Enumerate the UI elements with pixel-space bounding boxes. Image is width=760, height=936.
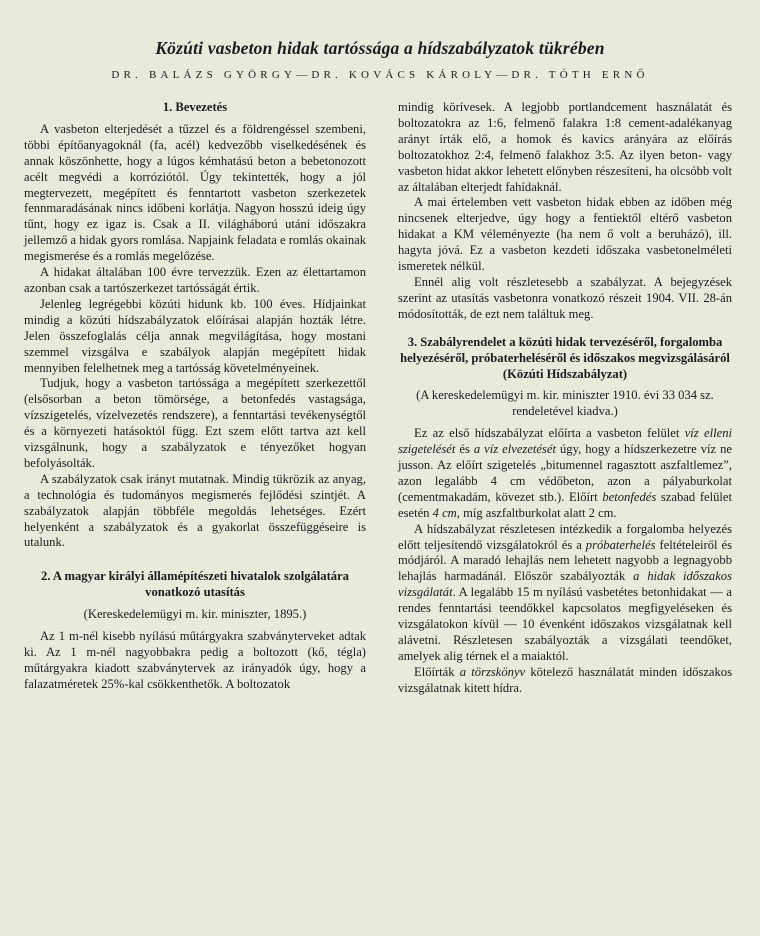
article-title: Közúti vasbeton hidak tartóssága a hídszabályzatok tükrében bbox=[155, 38, 605, 58]
section-2-source: (Kereskedelemügyi m. kir. miniszter, 1895.) bbox=[83, 607, 307, 622]
article-authors: DR. BALÁZS GYÖRGY—DR. KOVÁCS KÁROLY—DR. TÓTH ERNŐ bbox=[111, 69, 649, 81]
section-3-paragraph-2: A hídszabályzat részletesen intézkedik a forgalomba helyezés előtt teljesítendő vizsgálatokról és a próbaterhelés feltételeiről és módjáról. A maradó lehajlás nem lehetett nagyobb a legnagyobb lehajlás harmadánál. Először szabályozták a hidak időszakos vizsgálatát. A legalább 15 m nyílású vasbetétes betonhidakat — a rendes fenntartási teendőkkel kapcsolatos megfigyeléseken és vizsgálatokon kívül — 10 évenként időszakos vizsgálatnak kell alávetni. Részletesen szabályozták a vizsgálati teendőket, amelyek alig térnek el a maiaktól. bbox=[398, 521, 733, 663]
right-column bbox=[398, 100, 732, 697]
section-2-paragraph-2: A mai értelemben vett vasbeton hidak ebben az időben még nincsenek elterjedve, úgy hogy a fentiektől eltérő vasbeton hidakat a KM véleményezte (ha nem ő volt a beruházó), ill. hagyta jóvá. Ez a vasbeton kezdeti időszaka vasbetonelméleti ismeretek nélkül. bbox=[398, 195, 732, 274]
section-2-heading: 2. A magyar királyi államépítészeti hivatalok szolgálatára vonatkozó utasítás bbox=[41, 569, 349, 600]
left-column bbox=[24, 100, 366, 693]
section-1-paragraph-5: A szabályzatok csak irányt mutatnak. Mindig tükrözik az anyag, a technológia és tudományos megismerés fejlődési szintjét. A szabályzatok alapján többféle megoldás lehetséges. Ezért helyenként a szabályzatok és a gyakorlat összefüggéseire is utalunk. bbox=[24, 471, 366, 550]
section-1-paragraph-3: Jelenleg legrégebbi közúti hidunk kb. 100 éves. Hídjainkat mindig a közúti hídszabályzatok előírásai alapján hozták létre. Jelen összefoglalás célja annak megvilágítása, hogy mostani szemmel vizsgálva e szabályok alapján megépített hidak mennyiben felelhetnek meg a tartósság követelményeinek. bbox=[24, 296, 366, 375]
section-1-paragraph-4: Tudjuk, hogy a vasbeton tartóssága a megépített szerkezettől (elsősorban a beton tömörsége, a betonfedés vastagsága, vízszigetelés, vízelvezetés rendszere), a fenntartási tevékenységtől és a környezeti hatásoktól függ. Ezt szem előtt tartva azt kell vizsgálnunk, hogy a szabályzatok e tényezőket hogyan befolyásolták. bbox=[24, 376, 366, 470]
section-3-paragraph-3: Előírták a törzskönyv kötelező használatát minden időszakos vizsgálatnak kitett hídra. bbox=[398, 664, 733, 695]
section-1-heading: 1. Bevezetés bbox=[162, 100, 228, 114]
section-2-paragraph-1: Az 1 m-nél kisebb nyílású műtárgyakra szabványterveket adtak ki. Az 1 m-nél nagyobbakra pedig a boltozott (kő, tégla) műtárgyakra kiadott szabványtervek az irányadók úgy, hogy a falazatméretek 25%-kal csökkenthetők. A boltozatok bbox=[24, 629, 366, 691]
section-1-paragraph-1: A vasbeton elterjedését a tűzzel és a földrengéssel szembeni, többi építőanyagoknál (fa, acél) kedvezőbb viselkedésének és annak köszönhette, hogy a lúgos kémhatású beton a bebetonozott acélt megvédi a korróziótól. Úgy tekintették, hogy a jól megtervezett, megépített és fenntartott vasbeton szerkezetek fennmaradásának nincs időbeni korlátja. Nagyon hosszú ideig úgy tűnt, hogy ez igaz is. Csak a II. világháború utáni időszakra jellemző a hidak gyors romlása. Napjaink feladata e romlás okainak megismerése és a romlás megelőzése. bbox=[24, 121, 367, 264]
section-3-paragraph-1: Ez az első hídszabályzat előírta a vasbeton felület víz elleni szigetelését és a víz elvezetését úgy, hogy a hídszerkezetre víz ne jusson. Az előírt szigetelés „bitumennel ragasztott aszfaltlemez”, azon legalább 4 cm védőbeton, azon a pályaburkolat (cementmakadám, kövezet stb.). Előírt betonfedés szabad felület esetén 4 cm, míg aszfaltburkolat alatt 2 cm. bbox=[398, 426, 733, 520]
section-1-paragraph-2: A hidakat általában 100 évre tervezzük. Ezen az élettartamon azonban csak a tartószerkezet tartósságát értik. bbox=[24, 265, 366, 295]
section-2-paragraph-3: Ennél alig volt részletesebb a szabályzat. A bejegyzések szerint az utasítás vasbetonra vonatkozó részeit 1904. VII. 28-án módosították, de ezt nem találtuk meg. bbox=[398, 274, 732, 321]
section-3-heading: 3. Szabályrendelet a közúti hidak tervezéséről, forgalomba helyezéséről, próbaterheléséről és időszakos megvizsgálásáról (Közúti Hídszabályzat) bbox=[400, 334, 730, 381]
section-3-source: (A kereskedelemügyi m. kir. miniszter 1910. évi 33 034 sz. rendeletével kiadva.) bbox=[416, 388, 714, 419]
section-2-paragraph-1-continued: mindig körívesek. A legjobb portlandcement használatát és boltozatokra az 1:6, felmenő falakra 1:8 cement-adalékanyag arányt írták elő, a homok és kavics arányára az előírás boltozatokhoz 2:4, felmenő falakhoz 3:5. Az ilyen beton- vagy vasbeton hidat akkor lehetett előnyben részesíteni, ha olcsóbb volt az általában elterjedt fahídaknál. bbox=[398, 100, 732, 194]
